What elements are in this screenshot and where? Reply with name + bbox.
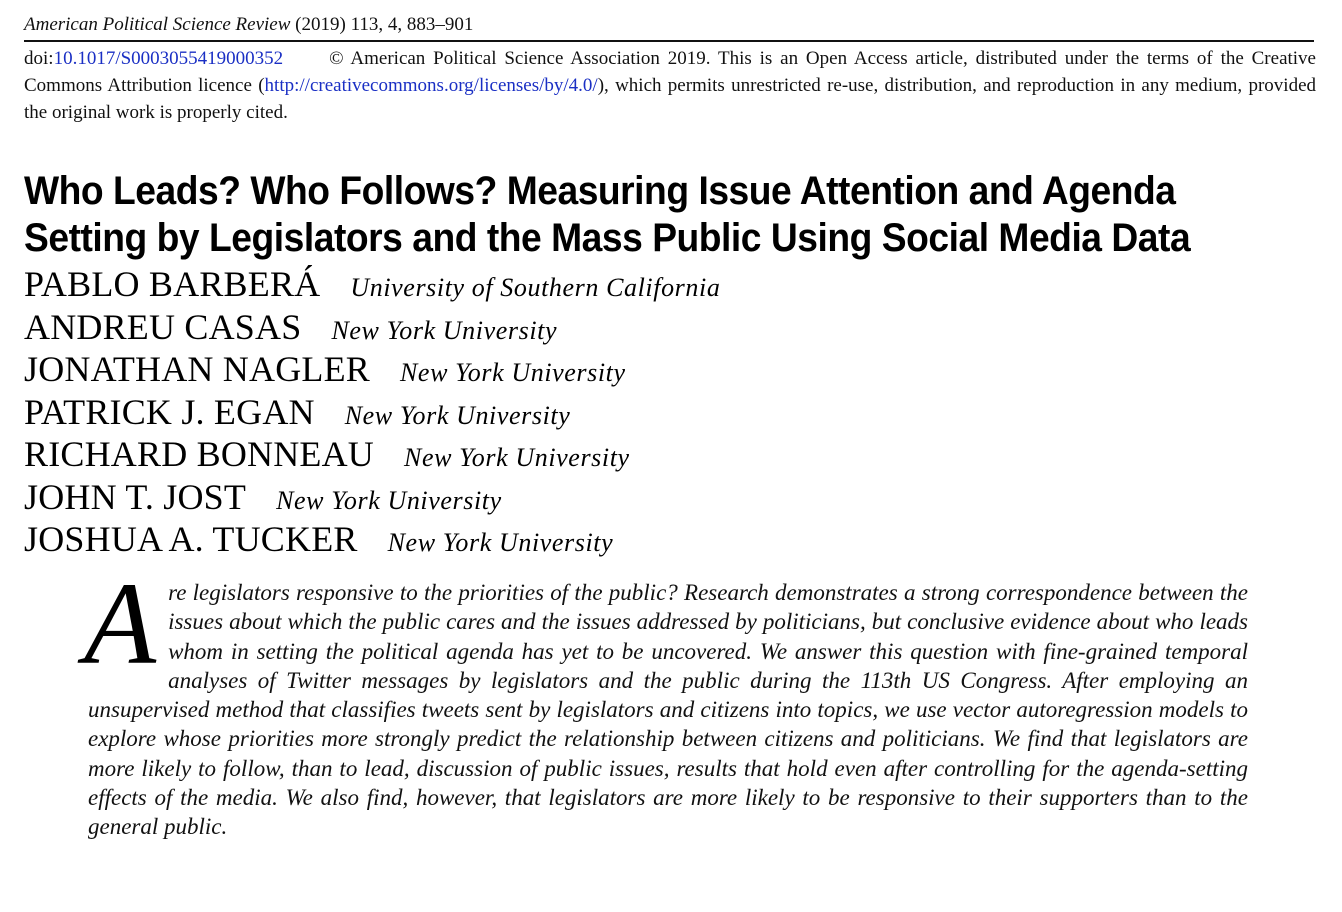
- abstract: [84, 558, 1248, 842]
- author-entry: [24, 391, 720, 434]
- author-affiliation: New York University: [399, 358, 626, 387]
- author-name: RICHARD BONNEAU: [24, 434, 375, 474]
- doi-prefix: doi:: [24, 48, 54, 69]
- author-affiliation: New York University: [404, 443, 630, 472]
- license-text-2: ), which permits unrestricted re-use, distribution, and reproduction in any medium, provided the original work is properly cited.: [24, 75, 1316, 123]
- author-entry: [24, 263, 720, 306]
- author-name: JOSHUA A. TUCKER: [24, 519, 358, 559]
- doi-link[interactable]: 10.1017/S0003055419000352: [53, 48, 284, 69]
- author-affiliation: New York University: [276, 485, 502, 515]
- author-name: JOHN T. JOST: [24, 476, 247, 517]
- citation-details: (2019) 113, 4, 883–901: [290, 14, 474, 35]
- author-affiliation: New York University: [387, 528, 614, 557]
- journal-citation: [24, 14, 473, 36]
- license-block: [24, 45, 1316, 126]
- license-text-1: © American Political Science Association 2019. This is an Open Access article, distributed under the terms of the Creative Commons Attribution licence (: [24, 48, 1316, 96]
- author-entry: [24, 433, 720, 476]
- author-name: PATRICK J. EGAN: [24, 391, 315, 432]
- author-affiliation: New York University: [344, 400, 571, 430]
- title-line-2: Setting by Legislators and the Mass Public Using Social Media Data: [24, 216, 1191, 260]
- author-affiliation: New York University: [331, 315, 558, 345]
- journal-name: American Political Science Review: [24, 14, 291, 35]
- author-list: [24, 263, 720, 561]
- header-divider: [24, 40, 1314, 42]
- author-name: ANDREU CASAS: [24, 306, 302, 347]
- title-line-1: Who Leads? Who Follows? Measuring Issue Attention and Agenda: [24, 169, 1176, 213]
- author-entry: [24, 348, 720, 391]
- author-name: JONATHAN NAGLER: [24, 349, 370, 389]
- license-link[interactable]: http://creativecommons.org/licenses/by/4.0/: [264, 75, 598, 96]
- author-name: PABLO BARBERÁ: [24, 264, 321, 304]
- abstract-text: re legislators responsive to the priorities of the public? Research demonstrates a strong correspondence between the issues about which the public cares and the issues addressed by politicians, but conclusive evidence about who leads whom in setting the political agenda has yet to be uncovered. We answer this question with fine-grained temporal analyses of Twitter messages by legislators and the public during the 113th US Congress. After employing an unsupervised method that classifies tweets sent by legislators and citizens into topics, we use vector autoregression models to explore whose priorities more strongly predict the relationship between citizens and politicians. We find that legislators are more likely to follow, than to lead, discussion of public issues, results that hold even after controlling for the agenda-setting effects of the media. We also find, however, that legislators are more likely to be responsive to their supporters than to the general public.: [88, 580, 1248, 840]
- article-title: [24, 168, 1233, 262]
- author-affiliation: University of Southern California: [350, 273, 721, 302]
- author-entry: [24, 476, 720, 519]
- author-entry: [24, 306, 720, 349]
- abstract-dropcap: A: [84, 558, 157, 689]
- author-entry: [24, 518, 720, 561]
